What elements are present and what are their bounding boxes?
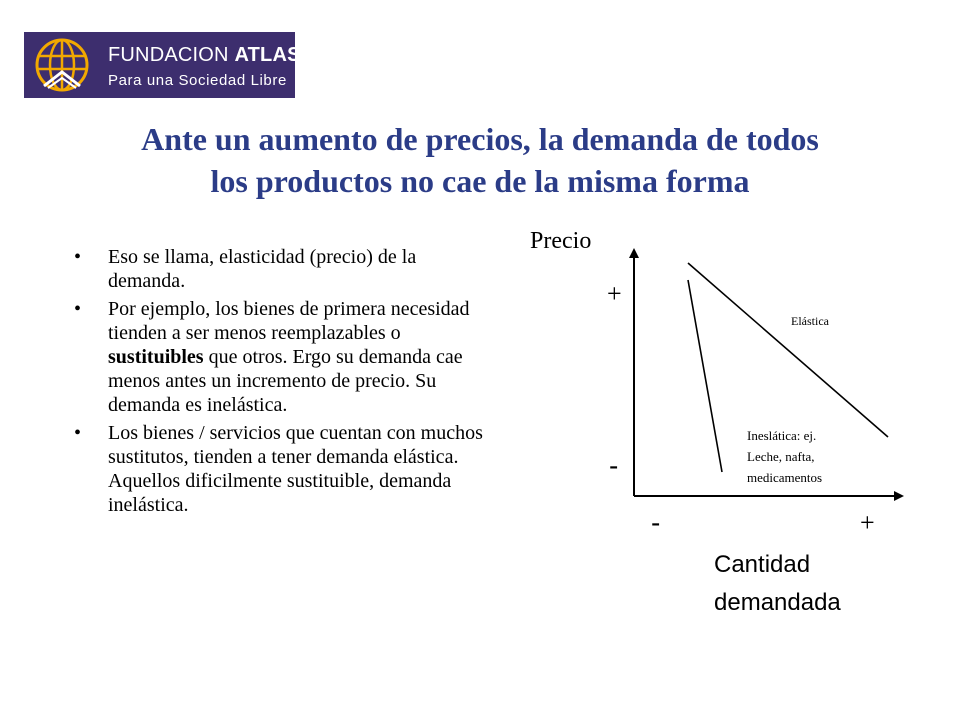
bullet-item xyxy=(74,245,494,293)
bullet-item xyxy=(74,297,494,417)
fundacion-atlas-logo xyxy=(24,32,301,98)
bullet-marker: • xyxy=(74,246,82,268)
slide-title xyxy=(60,118,900,202)
inelastic-label-line1: Ineslática: ej. xyxy=(747,428,817,443)
bullet-text: Por ejemplo, los bienes de primera necesidad tienden a ser menos reemplazables o xyxy=(108,298,470,344)
bullet-text: que otros. Ergo su demanda cae menos antes un incremento de precio. Su demanda es inelástica. xyxy=(108,346,463,416)
logo-name-part1: FUNDACION xyxy=(108,44,229,66)
bullet-list xyxy=(74,245,494,521)
x-minus-sign: - xyxy=(651,507,661,538)
globe-icon xyxy=(32,36,92,94)
x-axis-label-line1: Cantidad xyxy=(714,551,811,578)
inelastic-label-line2: Leche, nafta, xyxy=(747,449,815,464)
elastic-label: Elástica xyxy=(791,314,829,328)
elastic-demand-line xyxy=(688,263,888,437)
slide-title-line2: los productos no cae de la misma forma xyxy=(210,163,750,199)
bullet-marker: • xyxy=(74,298,82,320)
bullet-text: Eso se llama, elasticidad (precio) de la demanda. xyxy=(108,246,417,292)
elasticity-diagram xyxy=(520,220,920,630)
inelastic-label-line3: medicamentos xyxy=(747,470,823,485)
bullet-marker: • xyxy=(74,422,82,444)
bullet-text: Los bienes / servicios que cuentan con muchos sustitutos, tienden a tener demanda elástica. Aquellos dificilmente sustituible, demanda inelástica. xyxy=(108,422,483,516)
y-plus-sign: + xyxy=(607,279,622,308)
bullet-item xyxy=(74,421,494,517)
slide-title-line1: Ante un aumento de precios, la demanda de todos xyxy=(141,121,819,157)
x-axis-label-line2: demandada xyxy=(714,589,841,616)
logo-tagline: Para una Sociedad Libre xyxy=(108,72,287,89)
inelastic-demand-line xyxy=(688,280,722,472)
y-minus-sign: - xyxy=(609,450,619,481)
x-plus-sign: + xyxy=(860,508,875,537)
logo-name-part2: ATLAS xyxy=(234,44,301,66)
logo-title xyxy=(108,44,301,67)
y-axis-label: Precio xyxy=(530,228,592,254)
bullet-text-bold: sustituibles xyxy=(108,346,204,368)
